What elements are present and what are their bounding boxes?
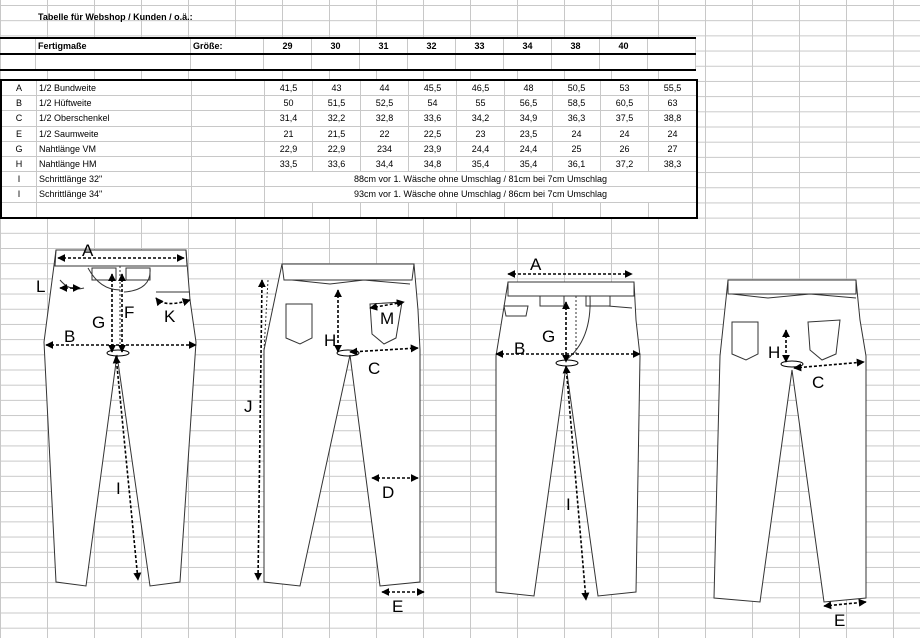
- row-value: 31,4: [265, 111, 313, 126]
- label-M: M: [380, 309, 395, 328]
- row-value: 52,5: [361, 96, 409, 111]
- label-F: F: [124, 303, 135, 322]
- empty-cell: [648, 54, 696, 70]
- row-value: 51,5: [313, 96, 361, 111]
- row-value: 34,9: [505, 111, 553, 126]
- header-size: [648, 38, 696, 54]
- row-value: 55: [457, 96, 505, 111]
- row-value: 50: [265, 96, 313, 111]
- label-A-2: A: [530, 255, 542, 274]
- empty-cell: [192, 126, 265, 141]
- inseam-text: 88cm vor 1. Wäsche ohne Umschlag / 81cm bei 7cm Umschlag: [265, 172, 698, 187]
- row-value: 21: [265, 126, 313, 141]
- header-size: 30: [312, 38, 360, 54]
- row-label: 1/2 Bundweite: [37, 80, 192, 96]
- row-value: 32,2: [313, 111, 361, 126]
- row-value: 23,9: [409, 141, 457, 156]
- row-value: 36,1: [553, 156, 601, 171]
- row-value: 23: [457, 126, 505, 141]
- row-value: 54: [409, 96, 457, 111]
- row-value: 63: [649, 96, 698, 111]
- row-value: 234: [361, 141, 409, 156]
- row-value: 35,4: [505, 156, 553, 171]
- label-I: I: [116, 479, 121, 498]
- row-value: 35,4: [457, 156, 505, 171]
- row-code: H: [1, 156, 37, 171]
- header-size: 38: [552, 38, 600, 54]
- label-C-2: C: [812, 373, 825, 392]
- label-L: L: [36, 277, 46, 296]
- back-view-jeans-1: [264, 264, 420, 586]
- label-K: K: [164, 307, 176, 326]
- row-value: 56,5: [505, 96, 553, 111]
- row-value: 48: [505, 80, 553, 96]
- jeans-technical-drawings: [0, 230, 920, 638]
- measurement-row: [1, 141, 697, 156]
- label-I-2: I: [566, 495, 571, 514]
- row-value: 26: [601, 141, 649, 156]
- measurements-table: [0, 79, 698, 219]
- row-code: B: [1, 96, 37, 111]
- row-value: 22,5: [409, 126, 457, 141]
- empty-cell: [36, 54, 191, 70]
- label-D: D: [382, 483, 395, 502]
- header-size: 33: [456, 38, 504, 54]
- measurement-row: [1, 111, 697, 126]
- row-value: 33,6: [313, 156, 361, 171]
- row-value: 34,4: [361, 156, 409, 171]
- row-value: 23,5: [505, 126, 553, 141]
- front-view-jeans-2: [496, 282, 640, 596]
- empty-cell: [408, 54, 456, 70]
- row-value: 53: [601, 80, 649, 96]
- row-value: 37,5: [601, 111, 649, 126]
- empty-cell: [192, 156, 265, 171]
- row-code: G: [1, 141, 37, 156]
- header-size: 31: [360, 38, 408, 54]
- empty-cell: [360, 54, 408, 70]
- label-C: C: [368, 359, 381, 378]
- row-code: I: [1, 172, 37, 187]
- header-code-cell: [1, 38, 36, 54]
- row-value: 44: [361, 80, 409, 96]
- row-label: Schrittlänge 32": [37, 172, 192, 187]
- empty-cell: [264, 54, 312, 70]
- row-label: 1/2 Oberschenkel: [37, 111, 192, 126]
- row-value: 22,9: [265, 141, 313, 156]
- sheet-title: Tabelle für Webshop / Kunden / o.ä.:: [38, 12, 193, 22]
- empty-cell: [312, 54, 360, 70]
- row-value: 60,5: [601, 96, 649, 111]
- row-value: 27: [649, 141, 698, 156]
- row-value: 25: [553, 141, 601, 156]
- label-H-2: H: [768, 343, 781, 362]
- row-value: 21,5: [313, 126, 361, 141]
- label-B-2: B: [514, 339, 526, 358]
- header-table: [0, 37, 696, 71]
- header-label: Fertigmaße: [36, 38, 191, 54]
- label-E: E: [392, 597, 404, 616]
- empty-cell: [192, 172, 265, 187]
- row-value: 22,9: [313, 141, 361, 156]
- header-size: 34: [504, 38, 552, 54]
- row-value: 24,4: [505, 141, 553, 156]
- label-G-2: G: [542, 327, 556, 346]
- row-value: 38,8: [649, 111, 698, 126]
- row-code: I: [1, 187, 37, 202]
- empty-cell: [504, 54, 552, 70]
- row-code: A: [1, 80, 37, 96]
- row-value: 55,5: [649, 80, 698, 96]
- back-view-jeans-2: [714, 280, 866, 602]
- measurement-row: [1, 156, 697, 171]
- row-value: 33,5: [265, 156, 313, 171]
- row-value: 24,4: [457, 141, 505, 156]
- header-size: 29: [264, 38, 312, 54]
- row-value: 38,3: [649, 156, 698, 171]
- row-value: 43: [313, 80, 361, 96]
- row-value: 34,2: [457, 111, 505, 126]
- empty-cell: [192, 141, 265, 156]
- inseam-text: 93cm vor 1. Wäsche ohne Umschlag / 86cm bei 7cm Umschlag: [265, 187, 698, 202]
- row-label: Schrittlänge 34": [37, 187, 192, 202]
- row-label: 1/2 Hüftweite: [37, 96, 192, 111]
- row-value: 32,8: [361, 111, 409, 126]
- empty-cell: [191, 54, 264, 70]
- empty-row: [1, 202, 697, 218]
- empty-cell: [456, 54, 504, 70]
- empty-cell: [1, 54, 36, 70]
- empty-cell: [192, 80, 265, 96]
- header-size: 40: [600, 38, 648, 54]
- row-label: Nahtlänge VM: [37, 141, 192, 156]
- row-value: 34,8: [409, 156, 457, 171]
- empty-cell: [552, 54, 600, 70]
- label-H: H: [324, 331, 337, 350]
- row-value: 24: [601, 126, 649, 141]
- row-code: E: [1, 126, 37, 141]
- header-size: 32: [408, 38, 456, 54]
- measurement-row: [1, 80, 697, 96]
- row-value: 46,5: [457, 80, 505, 96]
- label-J: J: [244, 397, 253, 416]
- inseam-row: [1, 172, 697, 187]
- label-G: G: [92, 313, 106, 332]
- empty-cell: [192, 111, 265, 126]
- label-E-2: E: [834, 611, 846, 630]
- measurement-row: [1, 96, 697, 111]
- row-value: 41,5: [265, 80, 313, 96]
- row-value: 58,5: [553, 96, 601, 111]
- header-size-label: Größe:: [191, 38, 264, 54]
- row-value: 22: [361, 126, 409, 141]
- label-B: B: [64, 327, 76, 346]
- front-view-jeans-1: [44, 250, 196, 586]
- row-value: 24: [553, 126, 601, 141]
- label-A: A: [82, 241, 94, 260]
- row-code: C: [1, 111, 37, 126]
- row-value: 37,2: [601, 156, 649, 171]
- empty-cell: [600, 54, 648, 70]
- arrow-J-back: [258, 280, 262, 580]
- row-value: 50,5: [553, 80, 601, 96]
- row-label: 1/2 Saumweite: [37, 126, 192, 141]
- row-value: 24: [649, 126, 698, 141]
- empty-cell: [192, 187, 265, 202]
- empty-cell: [192, 96, 265, 111]
- arrow-E-back2: [824, 602, 866, 606]
- inseam-row: [1, 187, 697, 202]
- row-value: 33,6: [409, 111, 457, 126]
- row-value: 45,5: [409, 80, 457, 96]
- row-label: Nahtlänge HM: [37, 156, 192, 171]
- row-value: 36,3: [553, 111, 601, 126]
- measurement-row: [1, 126, 697, 141]
